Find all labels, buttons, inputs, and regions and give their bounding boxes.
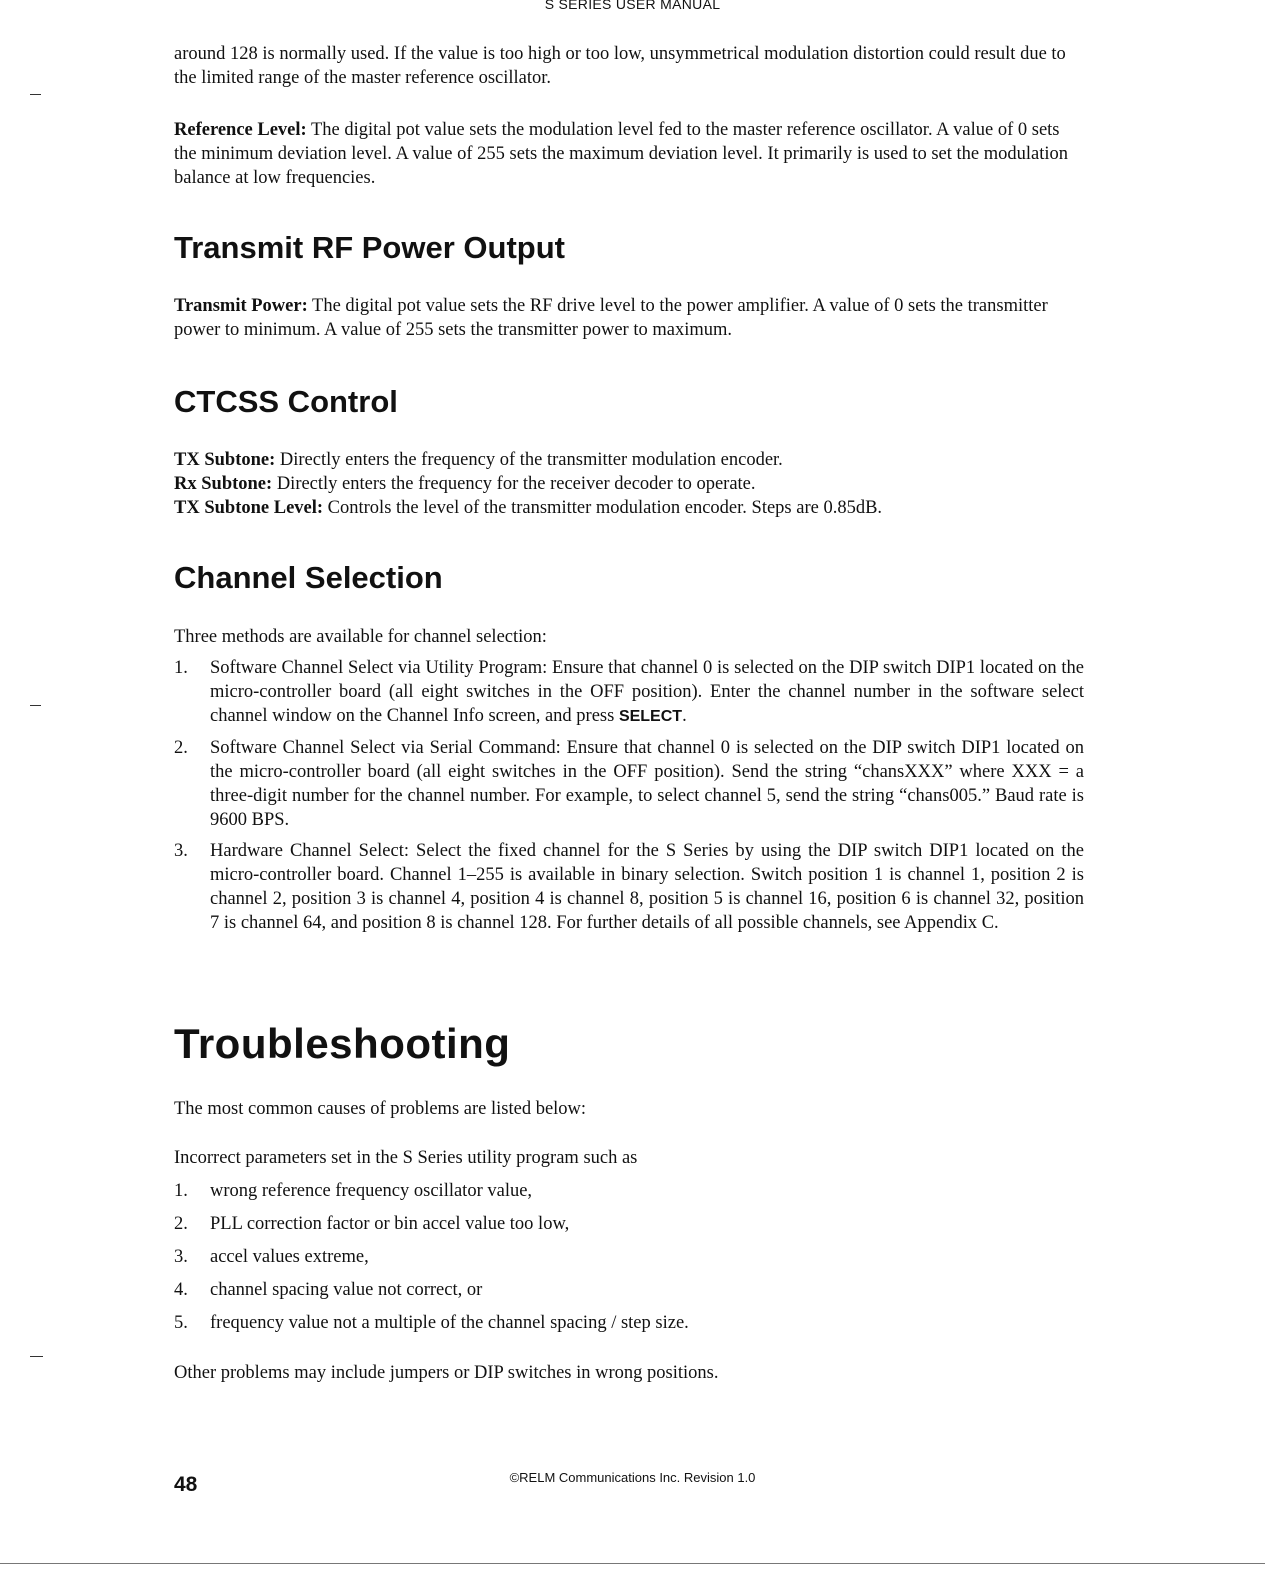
- page-number: 48: [174, 1473, 198, 1496]
- ctcss-term: TX Subtone Level:: [174, 498, 324, 518]
- ctcss-item: [174, 496, 1074, 520]
- channel-method-item: [174, 839, 1084, 935]
- list-number: 2.: [174, 738, 188, 758]
- channel-method-tail: .: [682, 706, 687, 726]
- troubleshooting-text: PLL correction factor or bin accel value too low,: [210, 1214, 570, 1234]
- margin-mark: [30, 705, 41, 706]
- troubleshooting-list: [174, 1179, 1084, 1335]
- troubleshooting-item: [174, 1212, 1084, 1236]
- troubleshooting-item: [174, 1278, 1084, 1302]
- footer-copyright: ©RELM Communications Inc. Revision 1.0: [509, 1470, 756, 1485]
- troubleshooting-item: [174, 1311, 1084, 1335]
- list-number: 1.: [174, 1181, 188, 1201]
- list-number: 3.: [174, 841, 188, 861]
- ctcss-heading: CTCSS Control: [174, 384, 398, 419]
- select-key-label: SELECT: [618, 708, 683, 725]
- troubleshooting-text: channel spacing value not correct, or: [210, 1280, 483, 1300]
- troubleshooting-text: accel values extreme,: [210, 1247, 369, 1267]
- channel-method-text: Software Channel Select via Utility Program: Ensure that channel 0 is selected on the DIP switch DIP1 located on the micro-controller board (all eight switches in the OFF position). Enter the channel number in the software select channel window on the Channel Info screen, and press: [210, 658, 1084, 726]
- scan-edge-line: [0, 1563, 1265, 1564]
- list-number: 5.: [174, 1313, 188, 1333]
- list-number: 4.: [174, 1280, 188, 1300]
- channel-method-text: Hardware Channel Select: Select the fixed channel for the S Series by using the DIP switch DIP1 located on the micro-controller board. Channel 1–255 is available in binary selection. Switch position 1 is channel 1, position 2 is channel 2, position 3 is channel 4, position 4 is channel 8, position 5 is channel 16, position 6 is channel 32, position 7 is channel 64, and position 8 is channel 128. For further details of all possible channels, see Appendix C.: [210, 841, 1084, 933]
- transmit-power-paragraph: [174, 294, 1074, 342]
- channel-method-item: [174, 656, 1084, 729]
- channel-method-text: Software Channel Select via Serial Command: Ensure that channel 0 is selected on the DIP switch DIP1 located on the micro-controller board (all eight switches in the OFF position). Send the string “chansXXX” where XXX = a three-digit number for the channel number. For example, to select channel 5, send the string “chans005.” Baud rate is 9600 BPS.: [210, 738, 1084, 830]
- channel-intro: Three methods are available for channel selection:: [174, 627, 547, 647]
- troubleshooting-heading: Troubleshooting: [174, 1020, 511, 1067]
- troubleshooting-other: Other problems may include jumpers or DIP switches in wrong positions.: [174, 1363, 719, 1383]
- list-number: 3.: [174, 1247, 188, 1267]
- running-header: S SERIES USER MANUAL: [544, 0, 721, 12]
- margin-mark: [30, 94, 41, 95]
- list-number: 1.: [174, 658, 188, 678]
- ctcss-text: Directly enters the frequency of the transmitter modulation encoder.: [279, 450, 783, 470]
- ctcss-text: Directly enters the frequency for the receiver decoder to operate.: [276, 474, 756, 494]
- transmit-heading: Transmit RF Power Output: [174, 230, 565, 265]
- ctcss-list: [174, 448, 1074, 520]
- channel-heading: Channel Selection: [174, 560, 443, 595]
- intro-continuation: around 128 is normally used. If the value is too high or too low, unsymmetrical modulation distortion could result due to the limited range of the master reference oscillator.: [174, 44, 1066, 88]
- troubleshooting-item: [174, 1245, 1084, 1269]
- channel-method-item: [174, 736, 1084, 832]
- ctcss-term: TX Subtone:: [174, 450, 276, 470]
- reference-level-text: The digital pot value sets the modulation level fed to the master reference oscillator. A value of 0 sets the minimum deviation level. A value of 255 sets the maximum deviation level. It primarily is used to set the modulation balance at low frequencies.: [174, 120, 1069, 188]
- troubleshooting-text: wrong reference frequency oscillator value,: [210, 1181, 533, 1201]
- transmit-power-term: Transmit Power:: [174, 296, 308, 316]
- ctcss-text: Controls the level of the transmitter modulation encoder. Steps are 0.85dB.: [327, 498, 883, 518]
- troubleshooting-item: [174, 1179, 1084, 1203]
- transmit-power-text: The digital pot value sets the RF drive level to the power amplifier. A value of 0 sets the transmitter power to minimum. A value of 255 sets the transmitter power to maximum.: [174, 296, 1048, 340]
- ctcss-item: [174, 472, 1074, 496]
- channel-method-list: [174, 656, 1084, 935]
- ctcss-item: [174, 448, 1074, 472]
- troubleshooting-lead: Incorrect parameters set in the S Series utility program such as: [174, 1148, 638, 1168]
- troubleshooting-text: frequency value not a multiple of the channel spacing / step size.: [210, 1313, 689, 1333]
- ctcss-term: Rx Subtone:: [174, 474, 273, 494]
- reference-level-term: Reference Level:: [174, 120, 307, 140]
- list-number: 2.: [174, 1214, 188, 1234]
- reference-level-paragraph: [174, 118, 1074, 190]
- margin-mark: [30, 1356, 43, 1357]
- troubleshooting-intro: The most common causes of problems are listed below:: [174, 1099, 587, 1119]
